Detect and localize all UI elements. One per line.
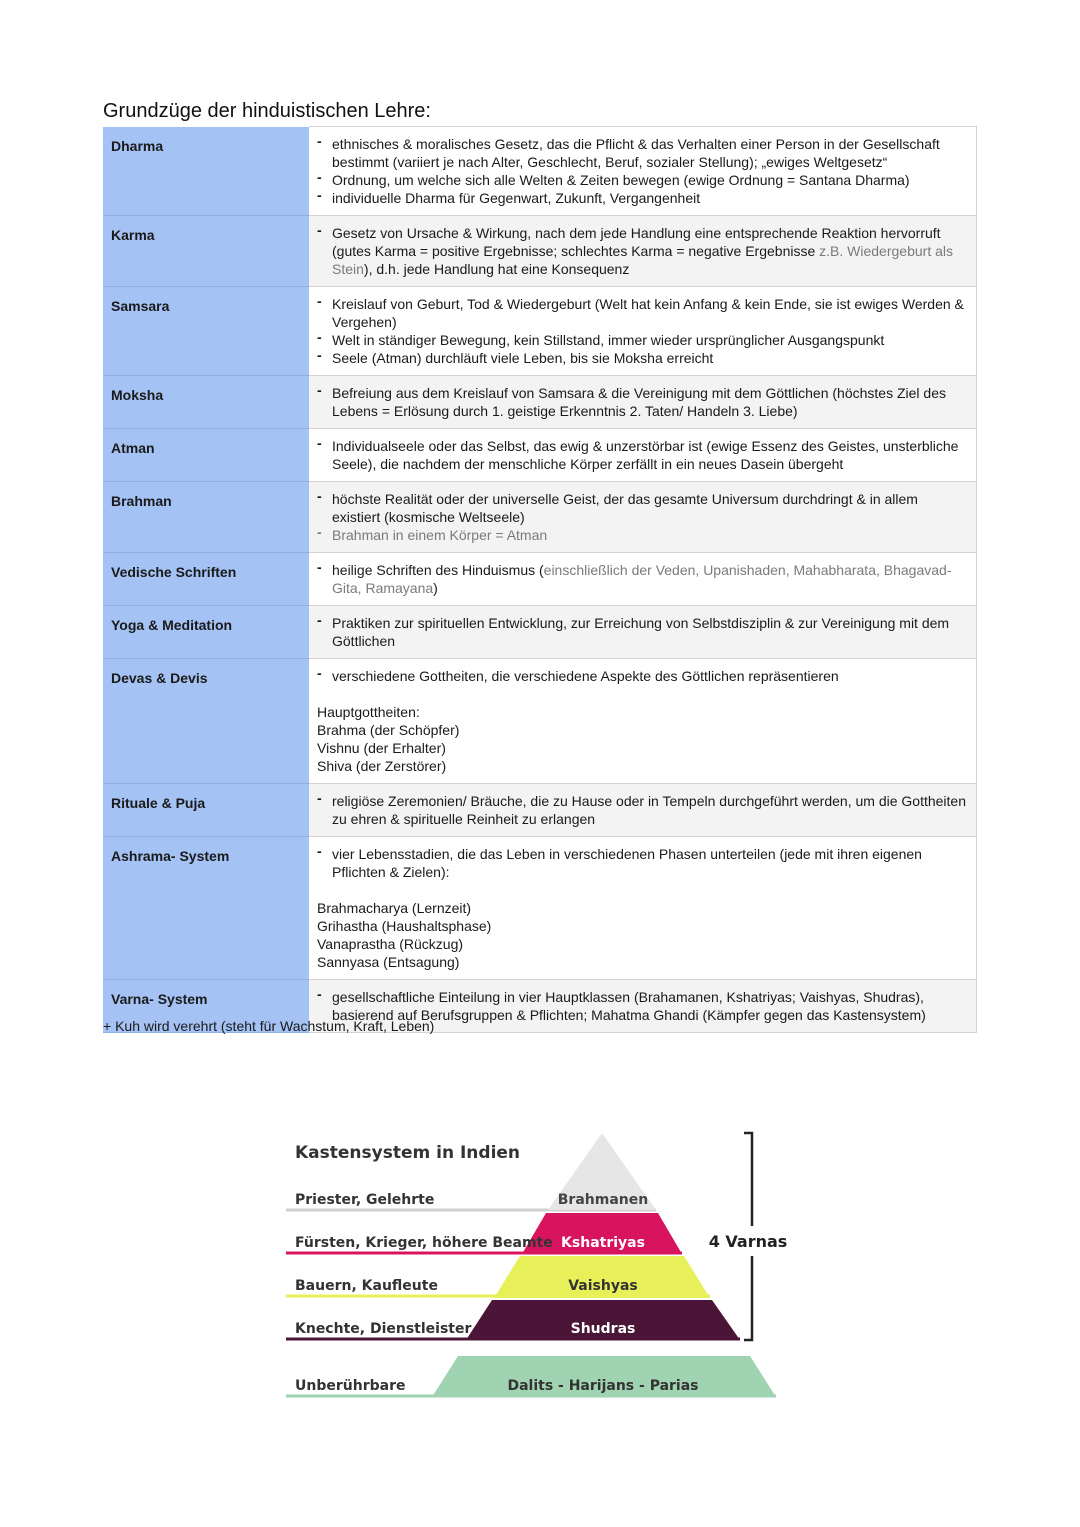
caste-label: Shudras (570, 1321, 636, 1337)
bullet-text: heilige Schriften des Hinduismus ( (332, 562, 544, 578)
plain-line: Brahma (der Schöpfer) (317, 722, 460, 738)
table-row (103, 606, 977, 659)
bullet-item: - Welt in ständiger Bewegung, kein Stillstand, immer wieder ursprünglicher Ausgangspunkt (317, 331, 968, 349)
bullet-item: - Befreiung aus dem Kreislauf von Samsara & die Vereinigung mit dem Göttlichen (höchstes Ziel des Lebens = Erlösung durch 1. geistige Erkenntnis 2. Taten/ Handeln 3. Liebe) (317, 384, 968, 420)
caste-label: Brahmanen (557, 1192, 649, 1208)
bullet-item: - individuelle Dharma für Gegenwart, Zukunft, Vergangenheit (317, 189, 968, 207)
role-label: Bauern, Kaufleute (295, 1278, 438, 1294)
term-cell: Yoga & Meditation (103, 606, 309, 659)
caste-pyramid-diagram (280, 1128, 800, 1408)
plain-line: Hauptgottheiten: (317, 704, 420, 720)
table-row (103, 659, 977, 784)
table-row (103, 482, 977, 553)
term-cell: Vedische Schriften (103, 553, 309, 606)
description-cell (309, 784, 977, 837)
bullet-item: - verschiedene Gottheiten, die verschiedene Aspekte des Göttlichen repräsentieren (317, 667, 968, 685)
description-cell (309, 837, 977, 980)
plain-line: Brahmacharya (Lernzeit) (317, 900, 472, 916)
caste-label: Kshatriyas (561, 1235, 645, 1251)
role-label: Knechte, Dienstleister (295, 1321, 472, 1337)
bullet-item: - Ordnung, um welche sich alle Welten & Zeiten bewegen (ewige Ordnung = Santana Dharma) (317, 171, 968, 189)
bullet-item: - Kreislauf von Geburt, Tod & Wiedergeburt (Welt hat kein Anfang & kein Ende, sie ist ewiges Werden & Vergehen) (317, 295, 968, 331)
term-cell: Rituale & Puja (103, 784, 309, 837)
bullet-item: - höchste Realität oder der universelle Geist, der das gesamte Universum durchdringt & in allem existiert (kosmische Weltseele) (317, 490, 968, 526)
bullet-text-end: ), d.h. jede Handlung hat eine Konsequenz (363, 261, 630, 277)
table-row (103, 784, 977, 837)
term-cell: Samsara (103, 287, 309, 376)
bullet-grey-text: einschließlich der Veden, Upanishaden, Mahabharata, Bhagavad-Gita, Ramayana (332, 562, 952, 596)
plain-line: Grihastha (Haushaltsphase) (317, 918, 492, 934)
bullet-item: - Praktiken zur spirituellen Entwicklung, zur Erreichung von Selbstdisziplin & zur Vereinigung mit dem Göttlichen (317, 614, 968, 650)
page-title: Grundzüge der hinduistischen Lehre: (103, 100, 431, 122)
bullet-text: Gesetz von Ursache & Wirkung, nach dem jede Handlung eine entsprechende Reaktion hervorruft (gutes Karma = positive Ergebnisse; schlechtes Karma = negative Ergebnisse (332, 225, 941, 259)
bullet-item: - vier Lebensstadien, die das Leben in verschiedenen Phasen unterteilen (jede mit ihren eigenen Pflichten & Zielen): (317, 845, 968, 881)
table-row (103, 837, 977, 980)
role-label: Fürsten, Krieger, höhere Beamte (295, 1235, 553, 1251)
description-cell (309, 606, 977, 659)
bullet-item: - ethnisches & moralisches Gesetz, das die Pflicht & das Verhalten einer Person in der Gesellschaft bestimmt (variiert je nach Alter, Geschlecht, Beruf, sozialer Stellung); „ewiges Weltgesetz“ (317, 135, 968, 171)
description-cell (309, 127, 977, 216)
term-cell: Moksha (103, 376, 309, 429)
description-cell (309, 482, 977, 553)
bullet-item: - Seele (Atman) durchläuft viele Leben, bis sie Moksha erreicht (317, 349, 968, 367)
bullet-item: - Individualseele oder das Selbst, das ewig & unzerstörbar ist (ewige Essenz des Geistes, unsterbliche Seele), die nachdem der menschliche Körper zerfällt in ein neues Dasein übergeht (317, 437, 968, 473)
term-cell: Dharma (103, 127, 309, 216)
plain-line: Vanaprastha (Rückzug) (317, 936, 464, 952)
table-row (103, 127, 977, 216)
plain-line: Shiva (der Zerstörer) (317, 758, 447, 774)
description-cell (309, 287, 977, 376)
teachings-table (103, 126, 977, 1033)
role-label: Priester, Gelehrte (295, 1192, 435, 1208)
plain-line: Sannyasa (Entsagung) (317, 954, 460, 970)
bullet-item: - Brahman in einem Körper = Atman (317, 526, 968, 544)
description-cell (309, 553, 977, 606)
description-cell (309, 659, 977, 784)
description-cell (309, 216, 977, 287)
footnote: + Kuh wird verehrt (steht für Wachstum, Kraft, Leben) (103, 1018, 435, 1034)
description-cell (309, 429, 977, 482)
term-cell: Ashrama- System (103, 837, 309, 980)
table-row (103, 553, 977, 606)
table-row (103, 376, 977, 429)
table-row (103, 287, 977, 376)
bullet-item: - religiöse Zeremonien/ Bräuche, die zu Hause oder in Tempeln durchgeführt werden, um die Gottheiten zu ehren & spirituelle Reinheit zu erlangen (317, 792, 968, 828)
term-cell: Devas & Devis (103, 659, 309, 784)
description-cell (309, 376, 977, 429)
caste-label: Vaishyas (568, 1278, 638, 1294)
table-row (103, 429, 977, 482)
bullet-grey-text: z.B. Wiedergeburt als Stein (332, 243, 953, 277)
table-row (103, 216, 977, 287)
term-cell: Varna- System (103, 980, 309, 1033)
role-label: Unberührbare (295, 1378, 406, 1394)
term-cell: Atman (103, 429, 309, 482)
bullet-item (317, 561, 968, 597)
term-cell: Brahman (103, 482, 309, 553)
plain-line: Vishnu (der Erhalter) (317, 740, 446, 756)
varnas-label: 4 Varnas (708, 1232, 788, 1251)
bullet-text-end: ) (433, 580, 438, 596)
caste-label: Dalits - Harijans - Parias (507, 1378, 699, 1394)
bullet-item (317, 224, 968, 278)
term-cell: Karma (103, 216, 309, 287)
bullet-item: - gesellschaftliche Einteilung in vier Hauptklassen (Brahamanen, Kshatriyas; Vaishyas, Shudras), basierend auf Berufsgruppen & Pflichten; Mahatma Ghandi (Kämpfer gegen das Kastensystem) (317, 988, 968, 1024)
diagram-title: Kastensystem in Indien (295, 1143, 521, 1163)
